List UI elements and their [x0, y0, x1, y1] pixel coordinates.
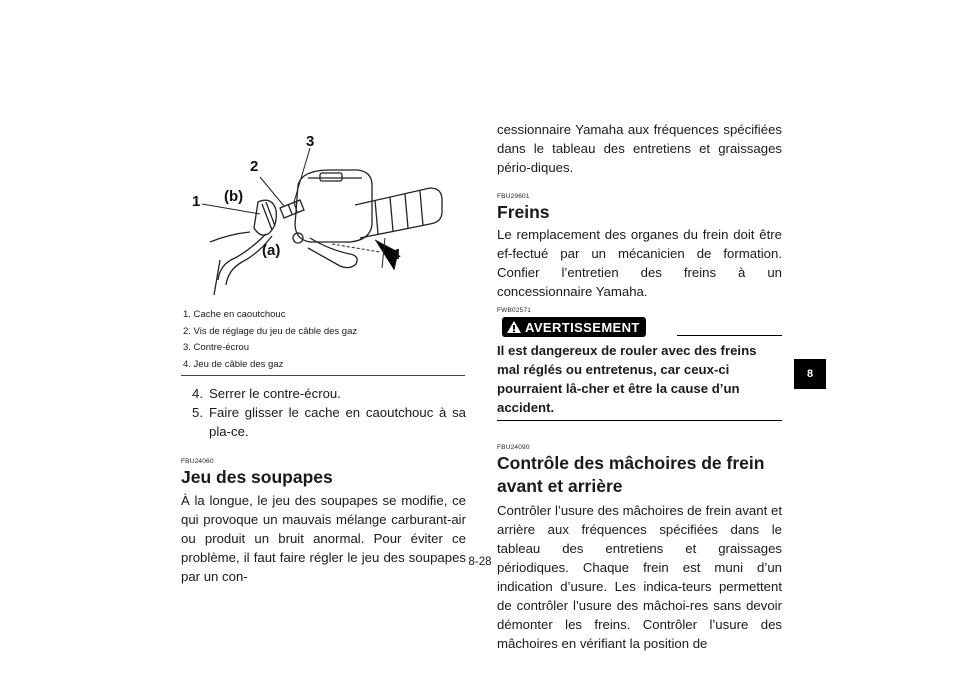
section-text-brakes: Le remplacement des organes du frein doit être ef-fectué par un mécanicien de formation. Confier l’entretien des freins à un concessionnaire Yamaha. [497, 227, 782, 299]
section-code: FBU24090 [497, 444, 530, 451]
page-number: 8-28 [468, 556, 492, 568]
step-text: Faire glisser le cache en caoutchouc à sa pla-ce. [209, 405, 466, 439]
chapter-tab: 8 [794, 359, 826, 389]
step-item [181, 384, 466, 403]
caption-item: 4. Jeu de câble des gaz [183, 358, 284, 370]
throttle-drawing [180, 130, 465, 305]
warning-badge [502, 317, 646, 337]
warning-bottom-rule [497, 420, 782, 421]
figure-caption-list [183, 307, 468, 373]
step-number: 4. [192, 386, 203, 401]
section-title-valves: Jeu des soupapes [181, 467, 333, 487]
section-title-pads: Contrôle des mâchoires de frein avant et arrière [497, 453, 765, 496]
caption-item: 3. Contre-écrou [183, 342, 250, 354]
caption-item: 2. Vis de réglage du jeu de câble des gaz [183, 325, 358, 337]
warning-header [497, 317, 782, 339]
figure-label-b: (b) [224, 188, 244, 205]
caption-divider [181, 375, 465, 376]
section-title-brakes: Freins [497, 202, 550, 222]
caption-item: 1. Cache en caoutchouc [183, 309, 286, 320]
throttle-figure [180, 130, 465, 305]
section-code: FBU29601 [497, 193, 530, 200]
continuation-text: cessionnaire Yamaha aux fréquences spécifiées dans le tableau des entretiens et graissages pério-diques. [497, 122, 782, 175]
procedure-steps [181, 384, 466, 441]
figure-label-4: 4 [392, 246, 401, 263]
warning-label: AVERTISSEMENT [525, 319, 640, 335]
figure-label-3: 3 [306, 133, 315, 150]
figure-label-a: (a) [262, 242, 281, 259]
section-text-pads: Contrôler l’usure des mâchoires de frein avant et arrière aux fréquences spécifiées dans le tableau des entretiens et graissages périodiques. Chaque frein est muni d’un indication d’usure. Les indica-teurs permettent de contrôler l’usure des mâchoi-res sans devoir démonter les freins. Contrôler l’usure des mâchoires en vérifiant la position de [497, 503, 782, 651]
left-column [181, 384, 466, 586]
warning-header-rule [677, 335, 782, 336]
warning-triangle-icon [506, 320, 522, 334]
right-column [497, 120, 782, 653]
warning-code: FWB02571 [497, 307, 532, 314]
figure-label-1: 1 [192, 193, 201, 210]
step-text: Serrer le contre-écrou. [209, 386, 341, 401]
figure-label-2: 2 [250, 158, 259, 175]
section-text-valves: À la longue, le jeu des soupapes se modifie, ce qui provoque un mauvais mélange carburant-air ou produit un bruit anormal. Pour éviter ce problème, il faut faire régler le jeu des soupapes par un con- [181, 493, 466, 584]
section-code: FBU24060 [181, 458, 214, 465]
step-item [181, 403, 466, 441]
warning-text: Il est dangereux de rouler avec des freins mal réglés ou entretenus, car ceux-ci pourraient lâ-cher et être la cause d’un accident. [497, 343, 757, 415]
step-number: 5. [192, 405, 203, 420]
